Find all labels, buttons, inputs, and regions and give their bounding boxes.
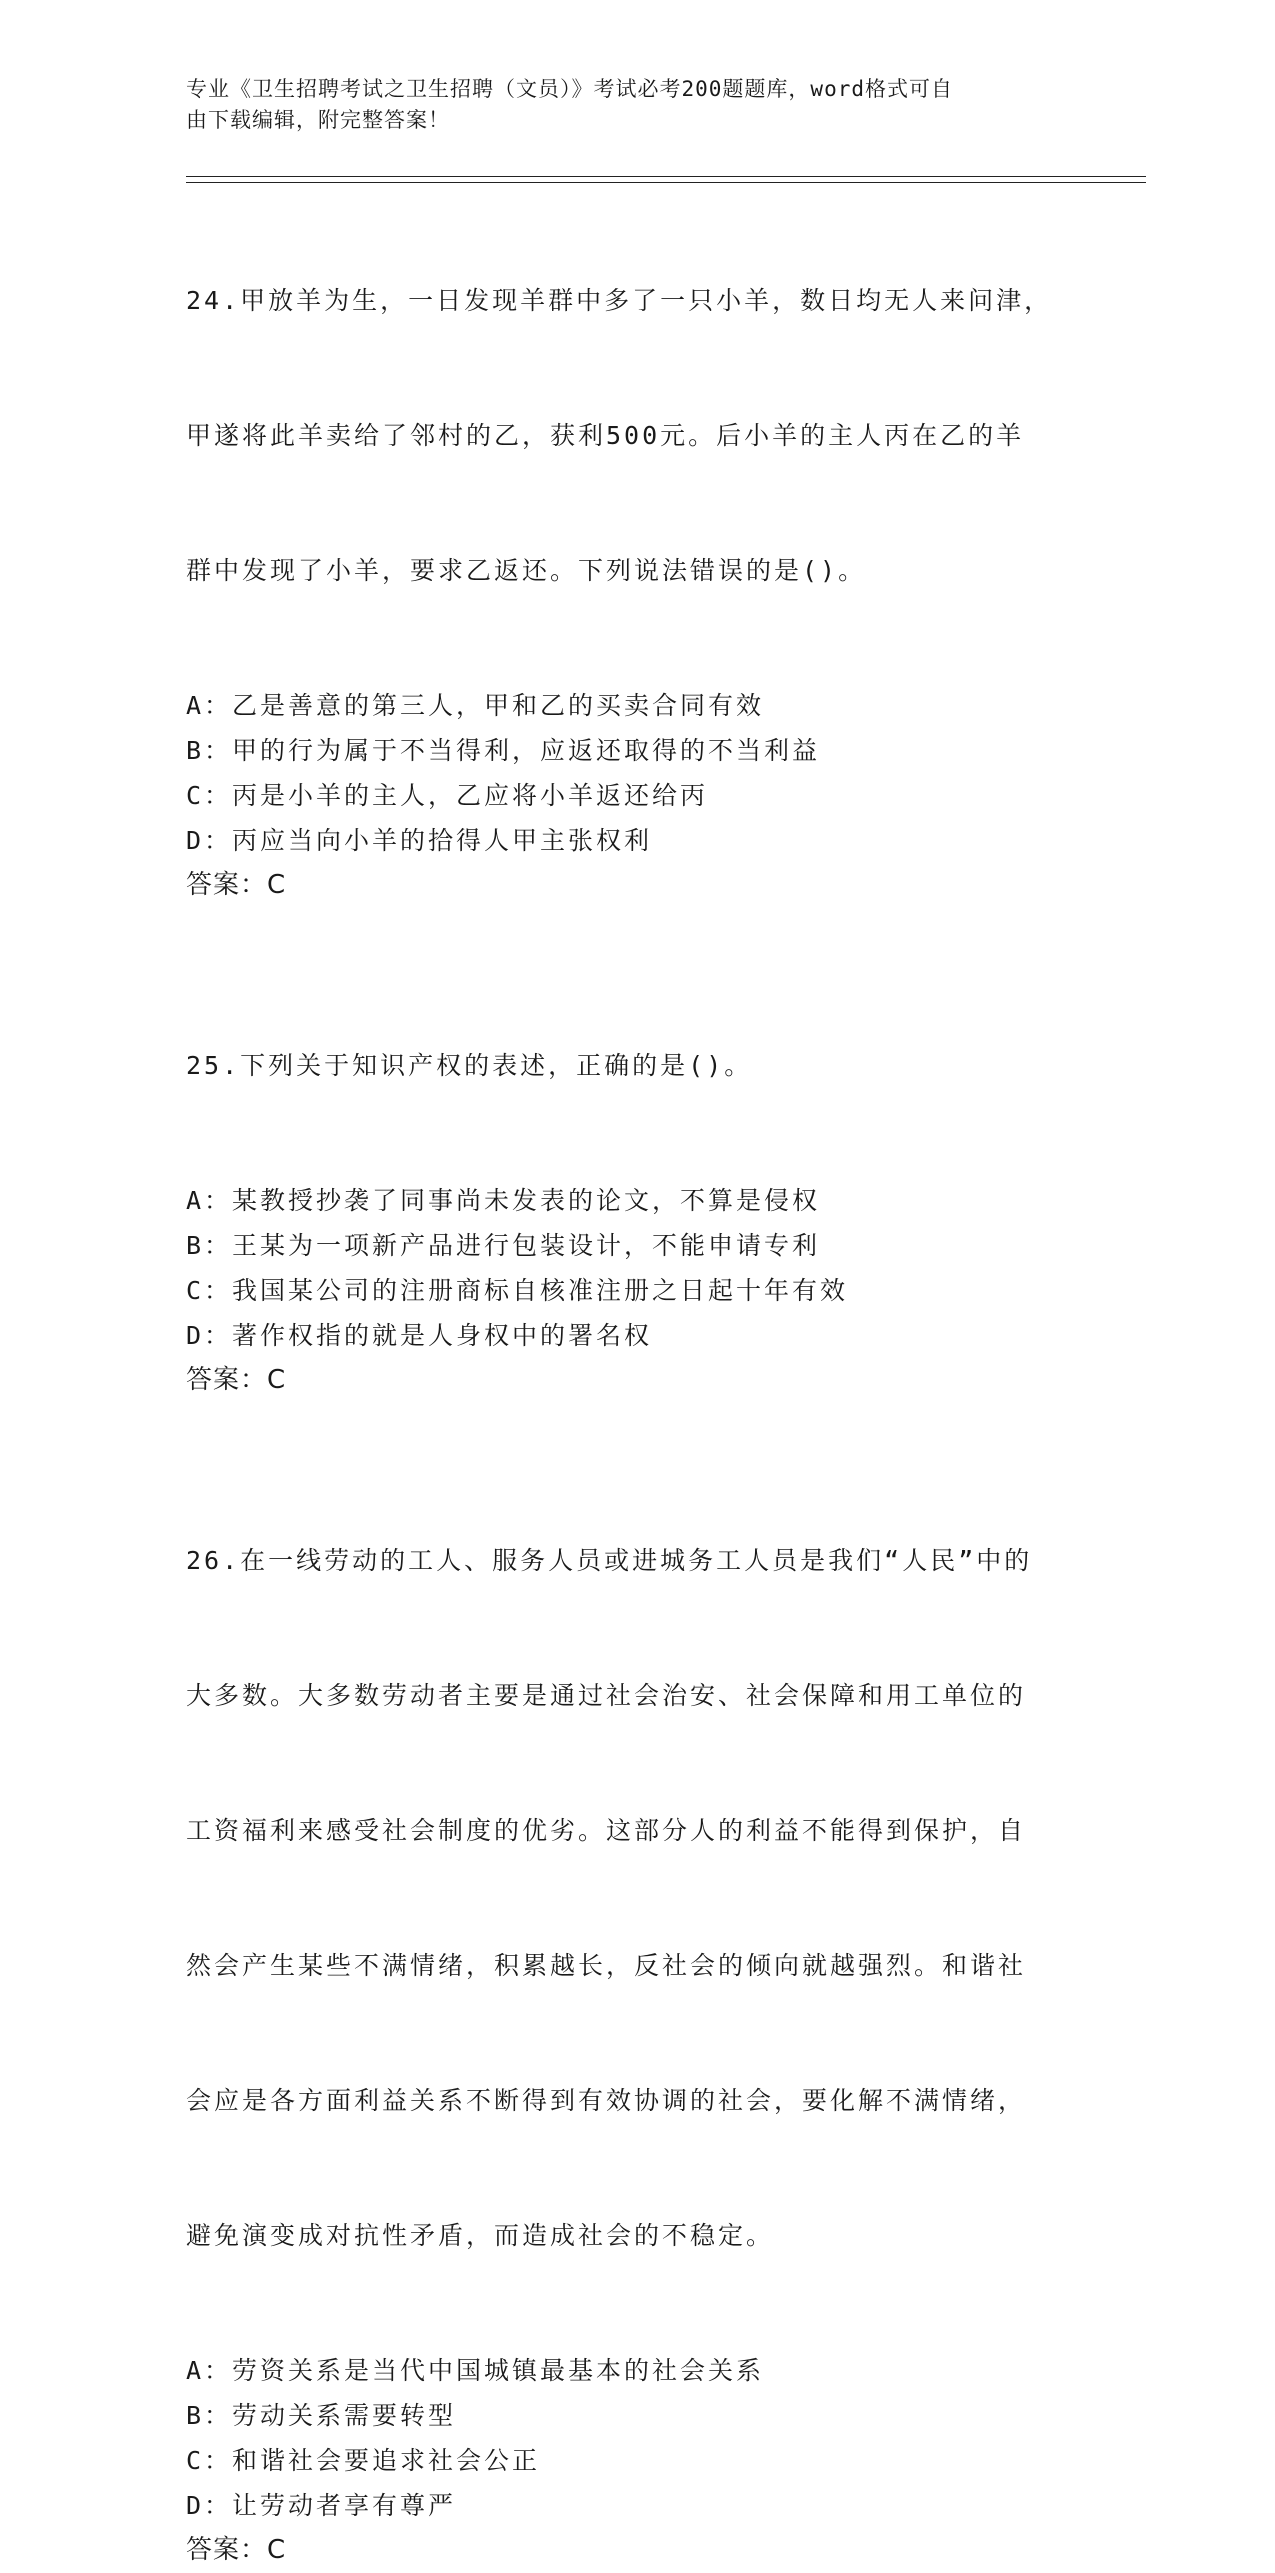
option-d: D：丙应当向小羊的拾得人甲主张权利 <box>186 826 653 855</box>
option-c: C：丙是小羊的主人，乙应将小羊返还给丙 <box>186 781 709 810</box>
question-list <box>186 188 1086 2573</box>
question-stem <box>186 1448 1086 2348</box>
stem-line: 群中发现了小羊，要求乙返还。下列说法错误的是()。 <box>186 556 867 585</box>
header-divider-top <box>186 176 1146 177</box>
header-divider-bottom <box>186 182 1146 183</box>
answer-label: 答案：C <box>186 1365 287 1395</box>
answer-label: 答案：C <box>186 870 287 900</box>
option-b: B：甲的行为属于不当得利，应返还取得的不当利益 <box>186 736 821 765</box>
header-line-2: 由下载编辑，附完整答案！ <box>186 108 450 132</box>
document-header <box>186 74 1086 136</box>
option-c: C：和谐社会要追求社会公正 <box>186 2446 541 2475</box>
option-a: A：劳资关系是当代中国城镇最基本的社会关系 <box>186 2356 765 2385</box>
stem-line: 工资福利来感受社会制度的优劣。这部分人的利益不能得到保护，自 <box>186 1816 1027 1845</box>
option-c: C：我国某公司的注册商标自核准注册之日起十年有效 <box>186 1276 849 1305</box>
question-stem <box>186 953 1086 1178</box>
option-d: D：让劳动者享有尊严 <box>186 2491 457 2520</box>
stem-line: 会应是各方面利益关系不断得到有效协调的社会，要化解不满情绪， <box>186 2086 1027 2115</box>
answer-label: 答案：C <box>186 2535 287 2565</box>
stem-line: 避免演变成对抗性矛盾，而造成社会的不稳定。 <box>186 2221 775 2250</box>
question-spacer <box>186 1403 1086 1448</box>
question-24 <box>186 188 1086 908</box>
option-a: A：乙是善意的第三人，甲和乙的买卖合同有效 <box>186 691 765 720</box>
option-a: A：某教授抄袭了同事尚未发表的论文，不算是侵权 <box>186 1186 821 1215</box>
stem-line: 25.下列关于知识产权的表述，正确的是()。 <box>186 1051 753 1080</box>
option-b: B：王某为一项新产品进行包装设计，不能申请专利 <box>186 1231 821 1260</box>
question-stem <box>186 188 1086 683</box>
header-line-1: 专业《卫生招聘考试之卫生招聘（文员）》考试必考200题题库，word格式可自 <box>186 77 953 101</box>
question-26 <box>186 1448 1086 2573</box>
question-25 <box>186 953 1086 1403</box>
stem-line: 然会产生某些不满情绪，积累越长，反社会的倾向就越强烈。和谐社 <box>186 1951 1027 1980</box>
stem-line: 26.在一线劳动的工人、服务人员或进城务工人员是我们“人民”中的 <box>186 1546 1033 1575</box>
option-d: D：著作权指的就是人身权中的署名权 <box>186 1321 653 1350</box>
option-b: B：劳动关系需要转型 <box>186 2401 457 2430</box>
stem-line: 24.甲放羊为生，一日发现羊群中多了一只小羊，数日均无人来问津， <box>186 286 1053 315</box>
stem-line: 甲遂将此羊卖给了邻村的乙，获利500元。后小羊的主人丙在乙的羊 <box>186 421 1025 450</box>
stem-line: 大多数。大多数劳动者主要是通过社会治安、社会保障和用工单位的 <box>186 1681 1027 1710</box>
question-spacer <box>186 908 1086 953</box>
